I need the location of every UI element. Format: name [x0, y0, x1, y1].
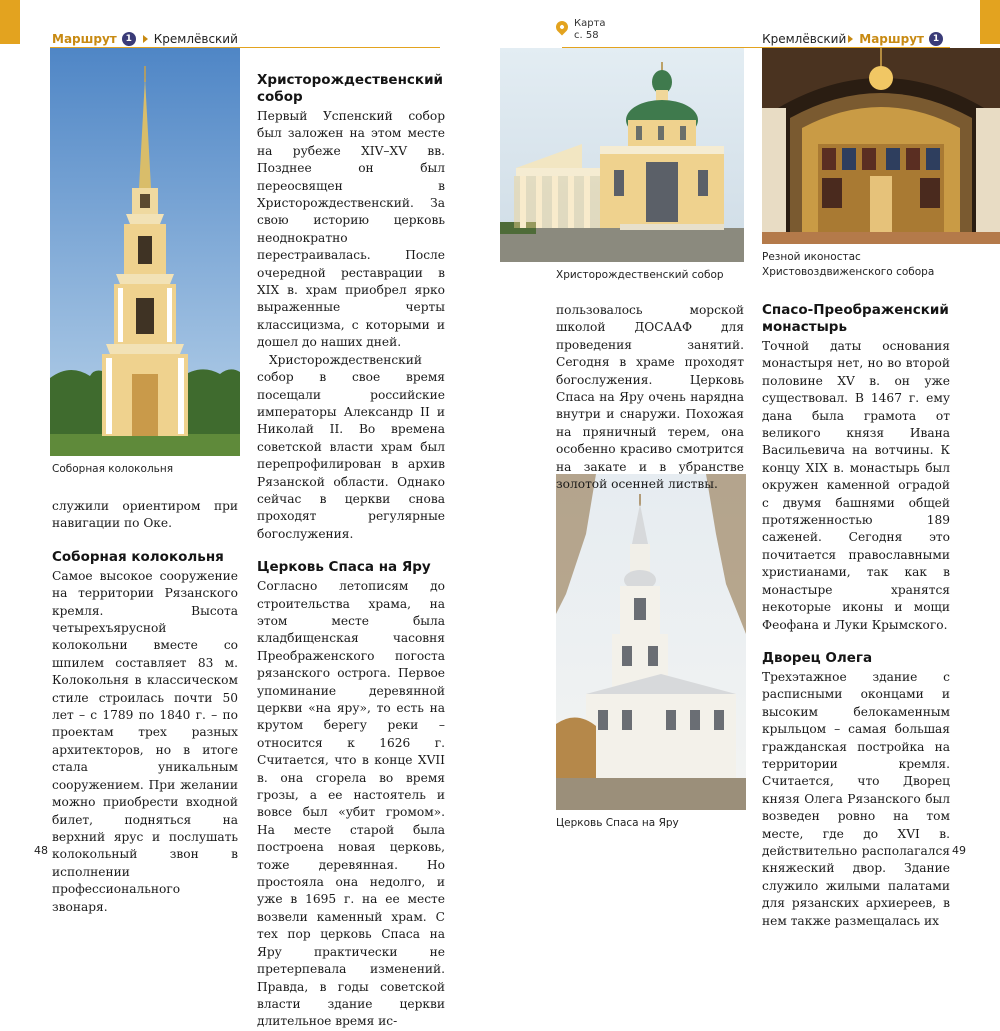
paragraph-spas-church: Согласно летописям до строительства храма, на этом месте была кладбищенская часовня Преображенского погоста рязанского острога. Первое упоминание деревянной церкви «на яру», то есть на крутом берегу реки – относится к 1626 г. Считается, что в конце XVII в. она сгорела во время грозы, а ее настоятель и вовсе был «убит громом». На месте старой была построена новая церковь, тоже деревянная. Но простояла она недолго, и уже в 1695 г. на ее месте возвели каменный храм. С тех пор церковь Спаса на Яру практически не претерпевала изменений. Правда, в годы советской власти здание церкви длительное время ис-: [257, 579, 445, 1029]
paragraph-oleg-palace: Трехэтажное здание с расписными оконцами и высоким белокаменным крыльцом – самая большая гражданская постройка на территории кремля. Считается, что Дворец князя Олега Рязанского был возведен ровно на том месте, где до XVI в. действительно располагался княжеский двор. Здание служило жилыми палатами для рязанских архиереев, в нем также размещалась их: [762, 669, 950, 928]
left-column: [52, 498, 238, 916]
paragraph-spas-continued: пользовалось морской школой ДОСААФ для проведения занятий. Сегодня в храме проходят богослужения. Церковь Спаса на Яру очень нарядна внутри и снаружи. Похожая на пряничный терем, она особенно красиво смотрится на закате и в убранстве золотой осенней листвы.: [556, 303, 744, 492]
iconostasis-illustration: [762, 48, 1000, 244]
route-label: Маршрут: [859, 32, 924, 46]
paragraph-cathedral-1: Первый Успенский собор был заложен на этом месте на рубеже XIV–XV вв. Позднее он был переосвящен в Христорождественский. За свою историю церковь неоднократно перестраивалась. После очередной реставрации в XIX в. храм приобрел ярко выраженные черты классицизма, с которыми и дошел до наших дней.: [257, 109, 445, 350]
chevron-right-icon: [143, 35, 148, 43]
heading-spas-church: Церковь Спаса на Яру: [257, 559, 431, 576]
caption-christmas-cathedral: Христорождественский собор: [556, 269, 724, 281]
caption-bell-tower: Соборная колокольня: [52, 463, 174, 475]
caption-iconostasis-line1: Резной иконостас: [762, 251, 861, 263]
bell-tower-illustration: [50, 48, 240, 456]
paragraph-monastery: Точной даты основания монастыря нет, но во второй половине XV в. он уже существовал. В 1467 г. ему дана была грамота от великого князя Ивана Васильевича на вотчины. К концу XIX в. монастырь был окружен каменной оградой с двумя башнями общей протяженностью 189 саженей. Сегодня это почитается православными христианами, так как в монастыре хранятся некоторые иконы и мощи Феофана и Луки Крымского.: [762, 339, 950, 632]
heading-christmas-cathedral: Христорождественский собор: [257, 72, 444, 105]
route-place: Кремлёвский: [153, 32, 238, 46]
route-number-badge: 1: [122, 32, 136, 46]
route-number-badge: 1: [929, 32, 943, 46]
map-pin-icon: [554, 19, 571, 36]
paragraph-bell-tower: Самое высокое сооружение на территории Рязанского кремля. Высота четырехъярусной колокольни вместе со шпилем составляет 83 м. Колокольня в классическом стиле строилась почти 50 лет – с 1789 по 1840 г. – по проектам трех разных архитекторов, но в итоге стала уникальным сооружением. При желании можно приобрести входной билет, подняться на верхний ярус и послушать колокольный звон в исполнении профессионального звонаря.: [52, 568, 238, 914]
middle-column: [257, 72, 445, 1031]
christmas-cathedral-illustration: [500, 48, 744, 262]
running-header-left: [52, 30, 238, 48]
iconostasis-photo: [762, 48, 1000, 244]
caption-spas-church: Церковь Спаса на Яру: [556, 817, 679, 829]
bell-tower-photo: [50, 48, 240, 456]
route-label: Маршрут: [52, 32, 117, 46]
christmas-cathedral-photo: [500, 48, 744, 262]
chevron-right-icon: [848, 35, 853, 43]
continuation-paragraph: служили ориентиром при навигации по Оке.: [52, 499, 238, 531]
chapter-tab-left: [0, 0, 20, 44]
page-number-right: 49: [952, 844, 966, 857]
map-label: Карта: [574, 18, 606, 29]
page-number-left: 48: [34, 844, 48, 857]
map-reference: [556, 18, 606, 42]
heading-oleg-palace: Дворец Олега: [762, 649, 873, 666]
chapter-tab-right: [980, 0, 1000, 44]
running-header-right: [762, 30, 948, 48]
paragraph-cathedral-2: Христорождественский собор в свое время посещали российские императоры Александр II и Николай II. Во времена советской власти храм был перепрофилирован в архив Рязанской области. Однако сейчас в церкви снова проходят регулярные богослужения.: [257, 352, 445, 541]
route-place: Кремлёвский: [762, 32, 847, 46]
spas-church-illustration: [556, 474, 746, 810]
heading-bell-tower: Соборная колокольня: [52, 548, 224, 565]
caption-iconostasis: [762, 250, 934, 280]
right-column: [762, 302, 950, 930]
map-reference-text: [574, 18, 606, 42]
spas-church-photo: [556, 474, 746, 810]
caption-iconostasis-line2: Христовоздвиженского собора: [762, 266, 935, 278]
heading-monastery: Спасо-Преображенский монастырь: [762, 302, 949, 335]
map-page: с. 58: [574, 30, 599, 41]
right-middle-column: [556, 302, 744, 493]
